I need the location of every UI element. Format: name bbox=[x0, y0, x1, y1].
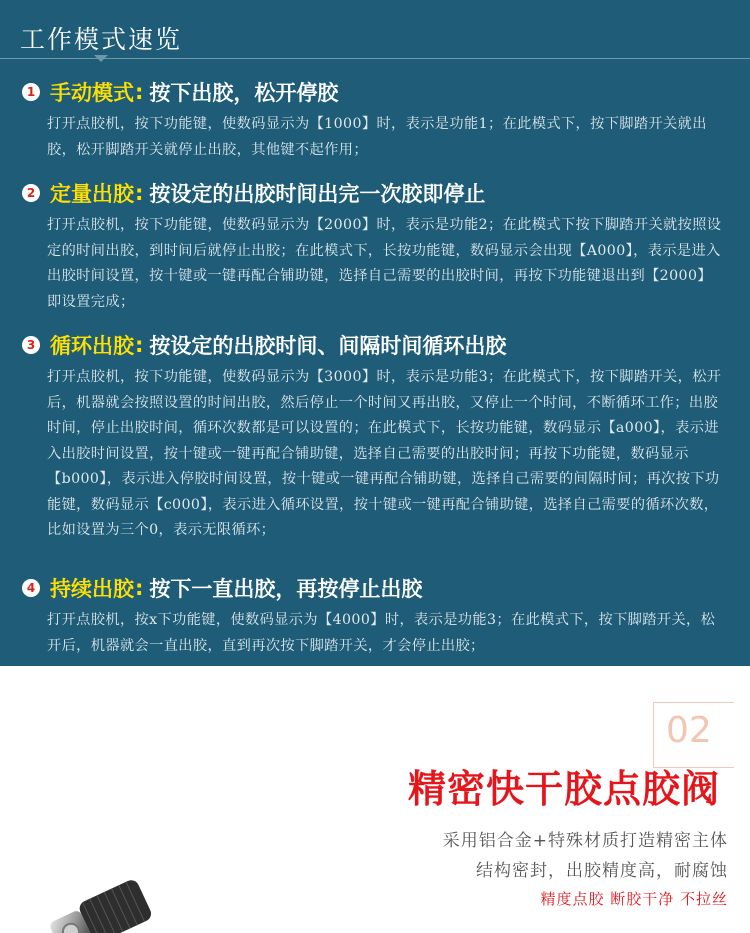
mode-2-description: 打开点胶机，按下功能键，使数码显示为【2000】时，表示是功能2；在此模式下按下脚踏开关就按照设定的时间出胶，到时间后就停止出胶；在此模式下，长按功能键，数码显示会出现【A000】，表示是进入出胶时间设置，按十键或一键再配合铺助键，选择自己需要的出胶时间，再按下功能键退出到【2000】即设置完成； bbox=[47, 217, 722, 310]
mode-3-separator: : bbox=[135, 333, 144, 357]
number-1-icon: 1 bbox=[22, 83, 40, 101]
number-4-icon: 4 bbox=[22, 579, 40, 597]
dispensing-valve-image bbox=[40, 866, 170, 933]
mode-3-headline: 按设定的出胶时间、间隔时间循环出胶 bbox=[149, 334, 507, 358]
mode-2-title bbox=[22, 179, 485, 207]
product-title: 精密快干胶点胶阀 bbox=[407, 767, 720, 811]
mode-3-title bbox=[22, 331, 506, 359]
number-3-icon: 3 bbox=[22, 336, 40, 354]
panel-title: 工作模式速览 bbox=[20, 25, 183, 54]
product-feature-line-1: 采用铝合金+特殊材质打造精密主体 bbox=[442, 831, 728, 851]
mode-1-separator: : bbox=[135, 80, 144, 104]
mode-2-headline: 按设定的出胶时间出完一次胶即停止 bbox=[149, 182, 486, 206]
mode-4-description: 打开点胶机，按x下功能键，使数码显示为【4000】时，表示是功能3；在此模式下，按下脚踏开关，松开后，机器就会一直出胶，直到再次按下脚踏开关，才会停止出胶； bbox=[47, 612, 716, 654]
mode-1-description: 打开点胶机，按下功能键，使数码显示为【1000】时，表示是功能1；在此模式下，按下脚踏开关就出胶，松开脚踏开关就停止出胶，其他键不起作用； bbox=[47, 116, 707, 158]
section-number: 02 bbox=[666, 710, 712, 751]
mode-4-name: 持续出胶 bbox=[50, 577, 134, 601]
mode-1-headline: 按下出胶，松开停胶 bbox=[149, 81, 339, 105]
mode-2-separator: : bbox=[135, 181, 144, 205]
title-divider bbox=[0, 58, 750, 59]
mode-3-description: 打开点胶机，按下功能键，使数码显示为【3000】时，表示是功能3；在此模式下，按下脚踏开关，松开后，机器就会按照设置的时间出胶，然后停止一个时间又再出胶，又停止一个时间，不断循环工作；出胶时间，停止出胶时间，循环次数都是可以设置的；在此模式下，长按功能键，数码显示【a000】，表示进入出胶时间设置，按十键或一键再配合铺助键，选择自己需要的出胶时间；再按下功能键，数码显示【b000】，表示进入停胶时间设置，按十键或一键再配合铺助键，选择自己需要的间隔时间；再次按下功能键，数码显示【c000】，表示进入循环设置，按十键或一键再配合铺助键，选择自己需要的循环次数，比如设置为三个0，表示无限循环； bbox=[47, 369, 722, 538]
mode-1-title bbox=[22, 78, 338, 106]
mode-4-headline: 按下一直出胶，再按停止出胶 bbox=[149, 577, 423, 601]
title-caret-icon bbox=[94, 55, 108, 62]
mode-3-name: 循环出胶 bbox=[50, 334, 134, 358]
mode-4-title bbox=[22, 574, 422, 602]
mode-1-name: 手动模式 bbox=[50, 81, 134, 105]
number-2-icon: 2 bbox=[22, 184, 40, 202]
product-highlight: 精度点胶 断胶干净 不拉丝 bbox=[540, 890, 728, 908]
mode-4-separator: : bbox=[135, 576, 144, 600]
product-section bbox=[0, 666, 750, 933]
product-feature-line-2: 结构密封，出胶精度高，耐腐蚀 bbox=[476, 861, 728, 881]
mode-2-name: 定量出胶 bbox=[50, 182, 134, 206]
